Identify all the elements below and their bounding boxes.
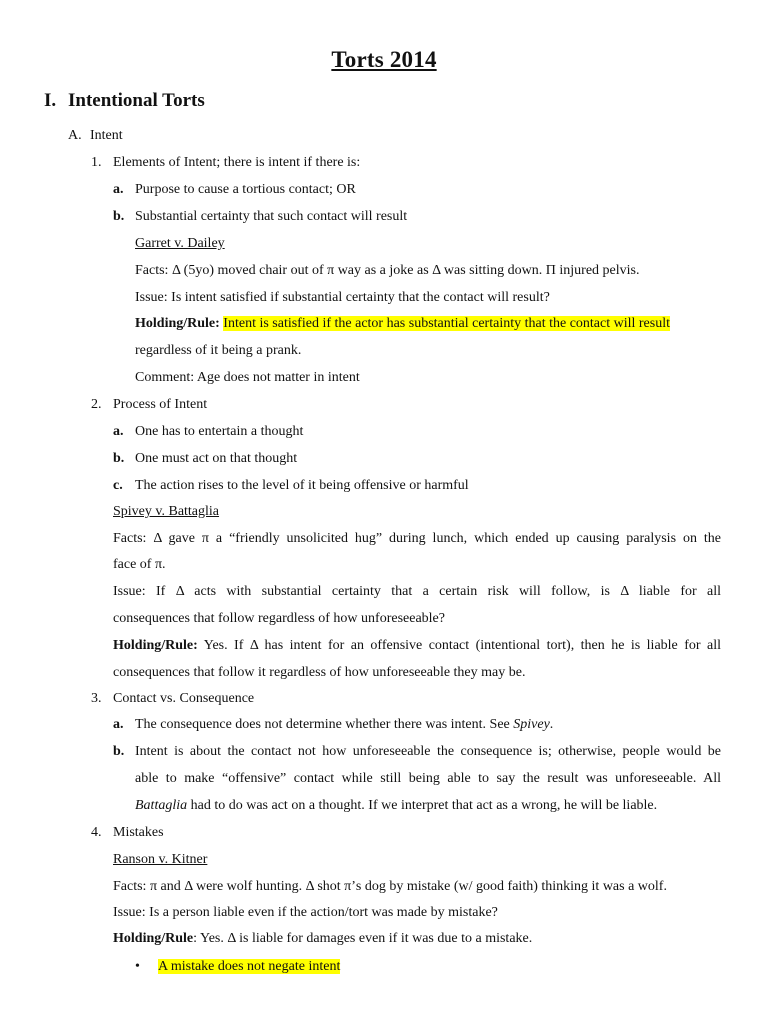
item-4-label: Mistakes — [113, 825, 164, 840]
item-2-c-marker: c. — [113, 478, 123, 493]
item-1-b-marker: b. — [113, 209, 125, 224]
case-ranson-bullet — [135, 957, 340, 977]
item-4 — [91, 823, 164, 843]
case-spivey-holding-line1 — [113, 636, 721, 656]
item-1-marker: 1. — [91, 155, 102, 170]
case-garret-comment: Comment: Age does not matter in intent — [135, 370, 360, 385]
subsection-a-marker: A. — [68, 128, 82, 143]
section-label: Intentional Torts — [68, 90, 205, 111]
section-number: I. — [44, 90, 57, 111]
case-ranson-issue: Issue: Is a person liable even if the action/tort was made by mistake? — [113, 905, 498, 920]
highlighted-holding: Intent is satisfied if the actor has substantial certainty that the contact will result — [223, 316, 670, 331]
item-2-a-text: One has to entertain a thought — [135, 424, 304, 439]
item-2-c — [113, 476, 469, 496]
case-spivey-holding-line2: consequences that follow it regardless of how unforeseeable they may be. — [113, 665, 526, 680]
item-3-marker: 3. — [91, 691, 102, 706]
item-3-b-case-ref: Battaglia — [135, 798, 188, 813]
item-2-a-marker: a. — [113, 424, 124, 439]
holding-label: Holding/Rule: — [113, 638, 198, 653]
item-3-b-line2: able to make “offensive” contact while still being able to say the result was unforeseeable. All — [135, 771, 721, 786]
item-1-b-text: Substantial certainty that such contact will result — [135, 209, 408, 224]
item-1-a — [113, 180, 356, 200]
section-heading — [44, 90, 205, 112]
item-1-a-text: Purpose to cause a tortious contact; OR — [135, 182, 356, 197]
item-3-a — [113, 715, 553, 735]
item-4-marker: 4. — [91, 825, 102, 840]
item-3-label: Contact vs. Consequence — [113, 691, 255, 706]
item-2-c-text: The action rises to the level of it being offensive or harmful — [135, 478, 469, 493]
item-2-b-text: One must act on that thought — [135, 451, 298, 466]
case-name-spivey: Spivey v. Battaglia — [113, 504, 220, 519]
item-1-label: Elements of Intent; there is intent if there is: — [113, 155, 361, 170]
item-3-b — [113, 742, 721, 762]
case-ranson-facts: Facts: π and Δ were wolf hunting. Δ shot π’s dog by mistake (w/ good faith) thinking it was a wolf. — [113, 879, 667, 894]
subsection-a — [68, 126, 123, 146]
item-3-b-marker: b. — [113, 744, 125, 759]
item-3-a-case-ref: Spivey — [513, 717, 550, 732]
case-ranson-holding — [113, 929, 532, 949]
case-spivey-issue-line2: consequences that follow regardless of how unforeseeable? — [113, 611, 445, 626]
bullet-icon: • — [135, 959, 140, 974]
item-2-label: Process of Intent — [113, 397, 208, 412]
holding-text: Yes. If Δ has intent for an offensive contact (intentional tort), then he is liable for all — [197, 638, 721, 653]
item-2 — [91, 395, 207, 415]
case-spivey-facts-line1: Facts: Δ gave π a “friendly unsolicited hug” during lunch, which ended up causing paralysis on the — [113, 531, 721, 546]
item-3-a-text: The consequence does not determine whether there was intent. See — [135, 717, 514, 732]
item-2-b — [113, 449, 297, 469]
case-garret-holding — [135, 314, 670, 334]
case-spivey-facts-line2: face of π. — [113, 557, 166, 572]
item-3-b-line3-text: had to do was act on a thought. If we interpret that act as a wrong, he will be liable. — [187, 798, 658, 813]
item-2-a — [113, 422, 303, 442]
item-1 — [91, 153, 360, 173]
holding-text: : Yes. Δ is liable for damages even if it was due to a mistake. — [193, 931, 533, 946]
document-title: Torts 2014 — [331, 47, 437, 72]
item-2-b-marker: b. — [113, 451, 125, 466]
case-garret-facts: Facts: Δ (5yo) moved chair out of π way as a joke as Δ was sitting down. Π injured pelvis. — [135, 263, 640, 278]
item-3-b-line1: Intent is about the contact not how unforeseeable the consequence is; otherwise, people would be — [135, 744, 721, 759]
item-1-a-marker: a. — [113, 182, 124, 197]
subsection-a-label: Intent — [90, 128, 123, 143]
item-3 — [91, 689, 254, 709]
item-3-b-line3 — [135, 796, 657, 816]
holding-label: Holding/Rule: — [135, 316, 220, 331]
holding-label: Holding/Rule — [113, 931, 194, 946]
case-garret-holding-cont: regardless of it being a prank. — [135, 343, 302, 358]
item-3-a-marker: a. — [113, 717, 124, 732]
item-3-a-period: . — [549, 717, 554, 732]
case-garret-issue: Issue: Is intent satisfied if substantial certainty that the contact will result? — [135, 290, 550, 305]
highlighted-bullet-text: A mistake does not negate intent — [158, 959, 341, 974]
item-1-b — [113, 207, 407, 227]
case-name-garret: Garret v. Dailey — [135, 236, 225, 251]
case-spivey-issue-line1: Issue: If Δ acts with substantial certainty that a certain risk will follow, is Δ liable for all — [113, 584, 721, 599]
item-2-marker: 2. — [91, 397, 102, 412]
case-name-ranson: Ranson v. Kitner — [113, 852, 208, 867]
